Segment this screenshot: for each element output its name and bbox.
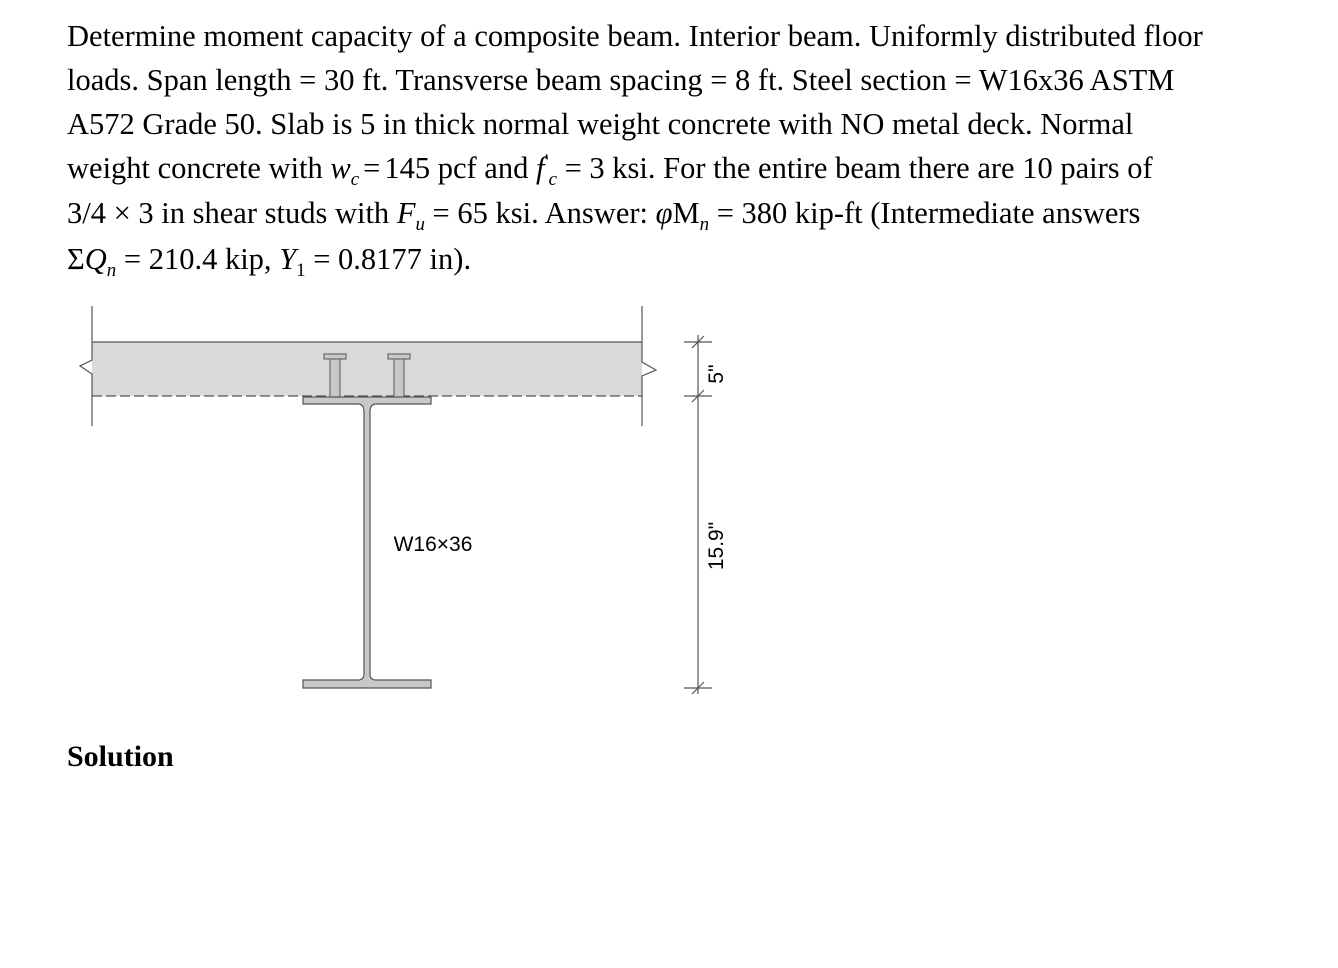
problem-line-3: A572 Grade 50. Slab is 5 in thick normal weight concrete with NO metal deck. Normal bbox=[67, 107, 1134, 141]
q-symbol: Q bbox=[84, 242, 107, 276]
problem-line-2: loads. Span length = 30 ft. Transverse beam spacing = 8 ft. Steel section = W16x36 ASTM bbox=[67, 63, 1175, 97]
phi-symbol: φ bbox=[655, 196, 673, 230]
problem-statement bbox=[67, 14, 1267, 281]
fc-prime: ′ bbox=[544, 150, 549, 172]
text: = 380 kip-ft (Intermediate answers bbox=[716, 196, 1141, 230]
fc-subscript: c bbox=[548, 169, 557, 191]
composite-beam-diagram bbox=[0, 290, 760, 710]
right-break-line bbox=[642, 306, 656, 426]
m-subscript: n bbox=[699, 214, 710, 236]
equals-sign: = bbox=[363, 151, 381, 185]
problem-line-6 bbox=[67, 237, 1267, 281]
wc-subscript: c bbox=[350, 169, 360, 191]
y-subscript: 1 bbox=[296, 260, 306, 282]
text: 145 pcf and bbox=[384, 151, 536, 185]
text: weight concrete with bbox=[67, 151, 331, 185]
solution-heading: Solution bbox=[67, 740, 174, 773]
concrete-slab bbox=[92, 342, 642, 396]
text: = 210.4 kip, bbox=[123, 242, 280, 276]
problem-line-5 bbox=[67, 190, 1267, 237]
text: 3/4 × 3 in shear studs with bbox=[67, 196, 397, 230]
text: = 3 ksi. For the entire beam there are 10 pairs of bbox=[564, 151, 1153, 185]
fu-symbol: F bbox=[396, 196, 416, 230]
problem-line-1: Determine moment capacity of a composite beam. Interior beam. Uniformly distributed floor bbox=[67, 19, 1203, 53]
sigma-symbol: Σ bbox=[67, 242, 85, 276]
problem-line-4 bbox=[67, 146, 1267, 190]
beam-depth-dimension: 15.9" bbox=[705, 521, 728, 571]
m-symbol: M bbox=[672, 196, 700, 230]
text: = 0.8177 in). bbox=[313, 242, 472, 276]
section-label: W16×36 bbox=[393, 533, 473, 556]
wc-symbol: w bbox=[330, 151, 351, 185]
dimension-lines bbox=[684, 335, 712, 694]
q-subscript: n bbox=[106, 260, 117, 282]
fu-subscript: u bbox=[415, 214, 425, 236]
slab-thickness-dimension: 5" bbox=[705, 364, 728, 384]
fc-symbol: f bbox=[535, 151, 545, 185]
left-break-line bbox=[80, 306, 92, 426]
text: = 65 ksi. Answer: bbox=[432, 196, 656, 230]
y-symbol: Y bbox=[279, 242, 297, 276]
